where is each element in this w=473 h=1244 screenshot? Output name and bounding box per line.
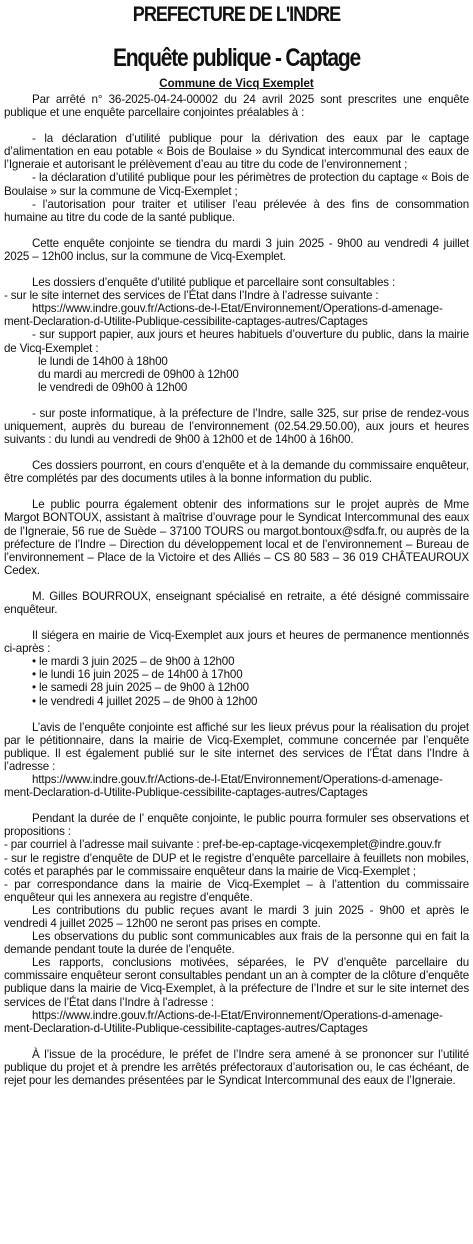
dossiers-complete-paragraph: Ces dossiers pourront, en cours d’enquête et à la demande du commissaire enquêteur, être complétés par des documents utiles à la bonne information du public. xyxy=(4,459,469,486)
commissioner-paragraph: M. Gilles BOURROUX, enseignant spécialisé en retraite, a été désigné commissaire enquêteur. xyxy=(4,589,469,616)
website-url: https://www.indre.gouv.fr/Actions-de-l-Etat/Environnement/Operations-d-amenage- xyxy=(32,302,443,316)
intro-paragraph: Par arrêté n° 36-2025-04-24-00002 du 24 avril 2025 sont prescrites une enquête publique et une enquête parcellaire conjointes préalables à : xyxy=(4,93,469,120)
opening-hours: le vendredi de 09h00 à 12h00 xyxy=(38,380,188,394)
website-url-cont: ment-Declaration-d-Utilite-Publique-cessibilite-captages-autres/Captages xyxy=(4,315,368,329)
contributions-paragraph: Les contributions du public reçues avant le mardi 3 juin 2025 - 9h00 et après le vendredi 4 juillet 2025 – 12h00 ne seront pas prises en compte. xyxy=(4,903,469,930)
commune-subtitle: Commune de Vicq Exemplet xyxy=(159,78,314,90)
opening-hours: le lundi de 14h00 à 18h00 xyxy=(38,354,168,368)
list-item: - l’autorisation pour traiter et utiliser l’eau prélevée à des fins de consommation humaine au titre du code de la santé publique. xyxy=(4,197,469,224)
notice-body xyxy=(4,93,469,1087)
website-url: https://www.indre.gouv.fr/Actions-de-l-Etat/Environnement/Operations-d-amenage- xyxy=(32,773,443,787)
dates-paragraph: Cette enquête conjointe se tiendra du mardi 3 juin 2025 - 9h00 au vendredi 4 juillet 2025 – 12h00 inclus, sur la commune de Vicq-Exemplet. xyxy=(4,236,469,263)
permanence-item: • le samedi 28 juin 2025 – de 9h00 à 12h00 xyxy=(32,681,249,695)
prefecture-heading: PREFECTURE DE L'INDRE xyxy=(132,3,341,26)
observation-method: - par correspondance dans la mairie de Vicq-Exemplet – à l’attention du commissaire enquêteur qui les annexera au registre d’enquête. xyxy=(4,877,469,904)
list-item: - la déclaration d’utilité publique pour les périmètres de protection du captage « Bois de Boulaise » sur la commune de Vicq-Exemplet ; xyxy=(4,171,469,198)
permanence-item: • le mardi 3 juin 2025 – de 9h00 à 12h00 xyxy=(32,655,235,669)
permanence-item: • le vendredi 4 juillet 2025 – de 9h00 à 12h00 xyxy=(32,694,258,708)
permanence-item: • le lundi 16 juin 2025 – de 14h00 à 17h00 xyxy=(32,668,243,682)
reports-paragraph: Les rapports, conclusions motivées, séparées, le PV d’enquête parcellaire du commissaire enquêteur seront consultables pendant un an à compter de la clôture d’enquête publique dans la mairie de Vicq-Exemplet, à la préfecture de l’Indre et sur le site internet des services de l’État dans l’Indre à l’adresse : xyxy=(4,956,469,1009)
dossiers-paragraph: Les dossiers d’enquête d’utilité publique et parcellaire sont consultables : xyxy=(32,276,396,290)
observations-paragraph: Pendant la durée de l’ enquête conjointe, le public pourra formuler ses observations et propositions : xyxy=(4,812,469,839)
permanence-paragraph: Il siégera en mairie de Vicq-Exemplet aux jours et heures de permanence mentionnés ci-après : xyxy=(4,629,469,656)
notice-display-paragraph: L’avis de l’enquête conjointe est affiché sur les lieux prévus pour la réalisation du projet par le pétitionnaire, dans la mairie de Vicq-Exemplet, commune concernée par l’enquête publique. Il est également publié sur le site internet des services de l’État dans l’Indre à l’adresse : xyxy=(4,720,469,773)
website-url-cont: ment-Declaration-d-Utilite-Publique-cessibilite-captages-autres/Captages xyxy=(4,1021,368,1035)
information-paragraph: Le public pourra également obtenir des informations sur le projet auprès de Mme Margot BONTOUX, assistant à maîtrise d’ouvrage pour le Syndicat Intercommunal des eaux de l’Igneraie, 56 rue de Suède – 37100 TOURS ou margot.bontoux@sdfa.fr, ou auprès de la préfecture de l’Indre – Direction du développement local et de l’environnement – Bureau de l’environnement – Place de la Victoire et des Alliés – CS 80 583 – 36 019 CHÂTEAUROUX Cedex. xyxy=(4,498,469,577)
communicable-paragraph: Les observations du public sont communicables aux frais de la personne qui en fait la demande pendant toute la durée de l’enquête. xyxy=(4,930,469,957)
opening-hours: du mardi au mercredi de 09h00 à 12h00 xyxy=(38,367,239,381)
list-item: - la déclaration d’utilité publique pour la dérivation des eaux par le captage d’alimentation en eau potable « Bois de Boulaise » du Syndicat intercommunal des eaux de l’Igneraie et autorisant le prélèvement d’eau au titre du code de l’environnement ; xyxy=(4,132,469,172)
computer-access-paragraph: - sur poste informatique, à la préfecture de l’Indre, salle 325, sur prise de rendez-vous uniquement, auprès du bureau de l’environnement (02.54.29.50.00), aux jours et heures suivants : du lundi au vendredi de 9h00 à 12h00 et de 14h00 à 16h00. xyxy=(4,406,469,447)
website-url: https://www.indre.gouv.fr/Actions-de-l-Etat/Environnement/Operations-d-amenage- xyxy=(32,1008,443,1022)
website-line: - sur le site internet des services de l’État dans l’Indre à l’adresse suivante : xyxy=(4,289,379,303)
website-url-cont: ment-Declaration-d-Utilite-Publique-cessibilite-captages-autres/Captages xyxy=(4,786,368,800)
observation-method: - par courriel à l’adresse mail suivante : pref-be-ep-captage-vicqexemplet@indre.gouv.fr xyxy=(4,838,442,852)
conclusion-paragraph: À l’issue de la procédure, le préfet de l’Indre sera amené à se prononcer sur l’utilité publique du projet et à prendre les arrêtés préfectoraux d’autorisation ou, le cas échéant, de rejet pour les demandes présentées par le Syndicat Intercommunal des eaux de l’Igneraie. xyxy=(4,1047,469,1087)
observation-method: - sur le registre d’enquête de DUP et le registre d’enquête parcellaire à feuillets non mobiles, cotés et paraphés par le commissaire enquêteur dans la mairie de Vicq-Exemplet ; xyxy=(4,851,469,878)
paper-support-line: - sur support papier, aux jours et heures habituels d’ouverture du public, dans la mairie de Vicq-Exemplet : xyxy=(4,328,469,355)
notice-title: Enquête publique - Captage xyxy=(112,44,361,72)
